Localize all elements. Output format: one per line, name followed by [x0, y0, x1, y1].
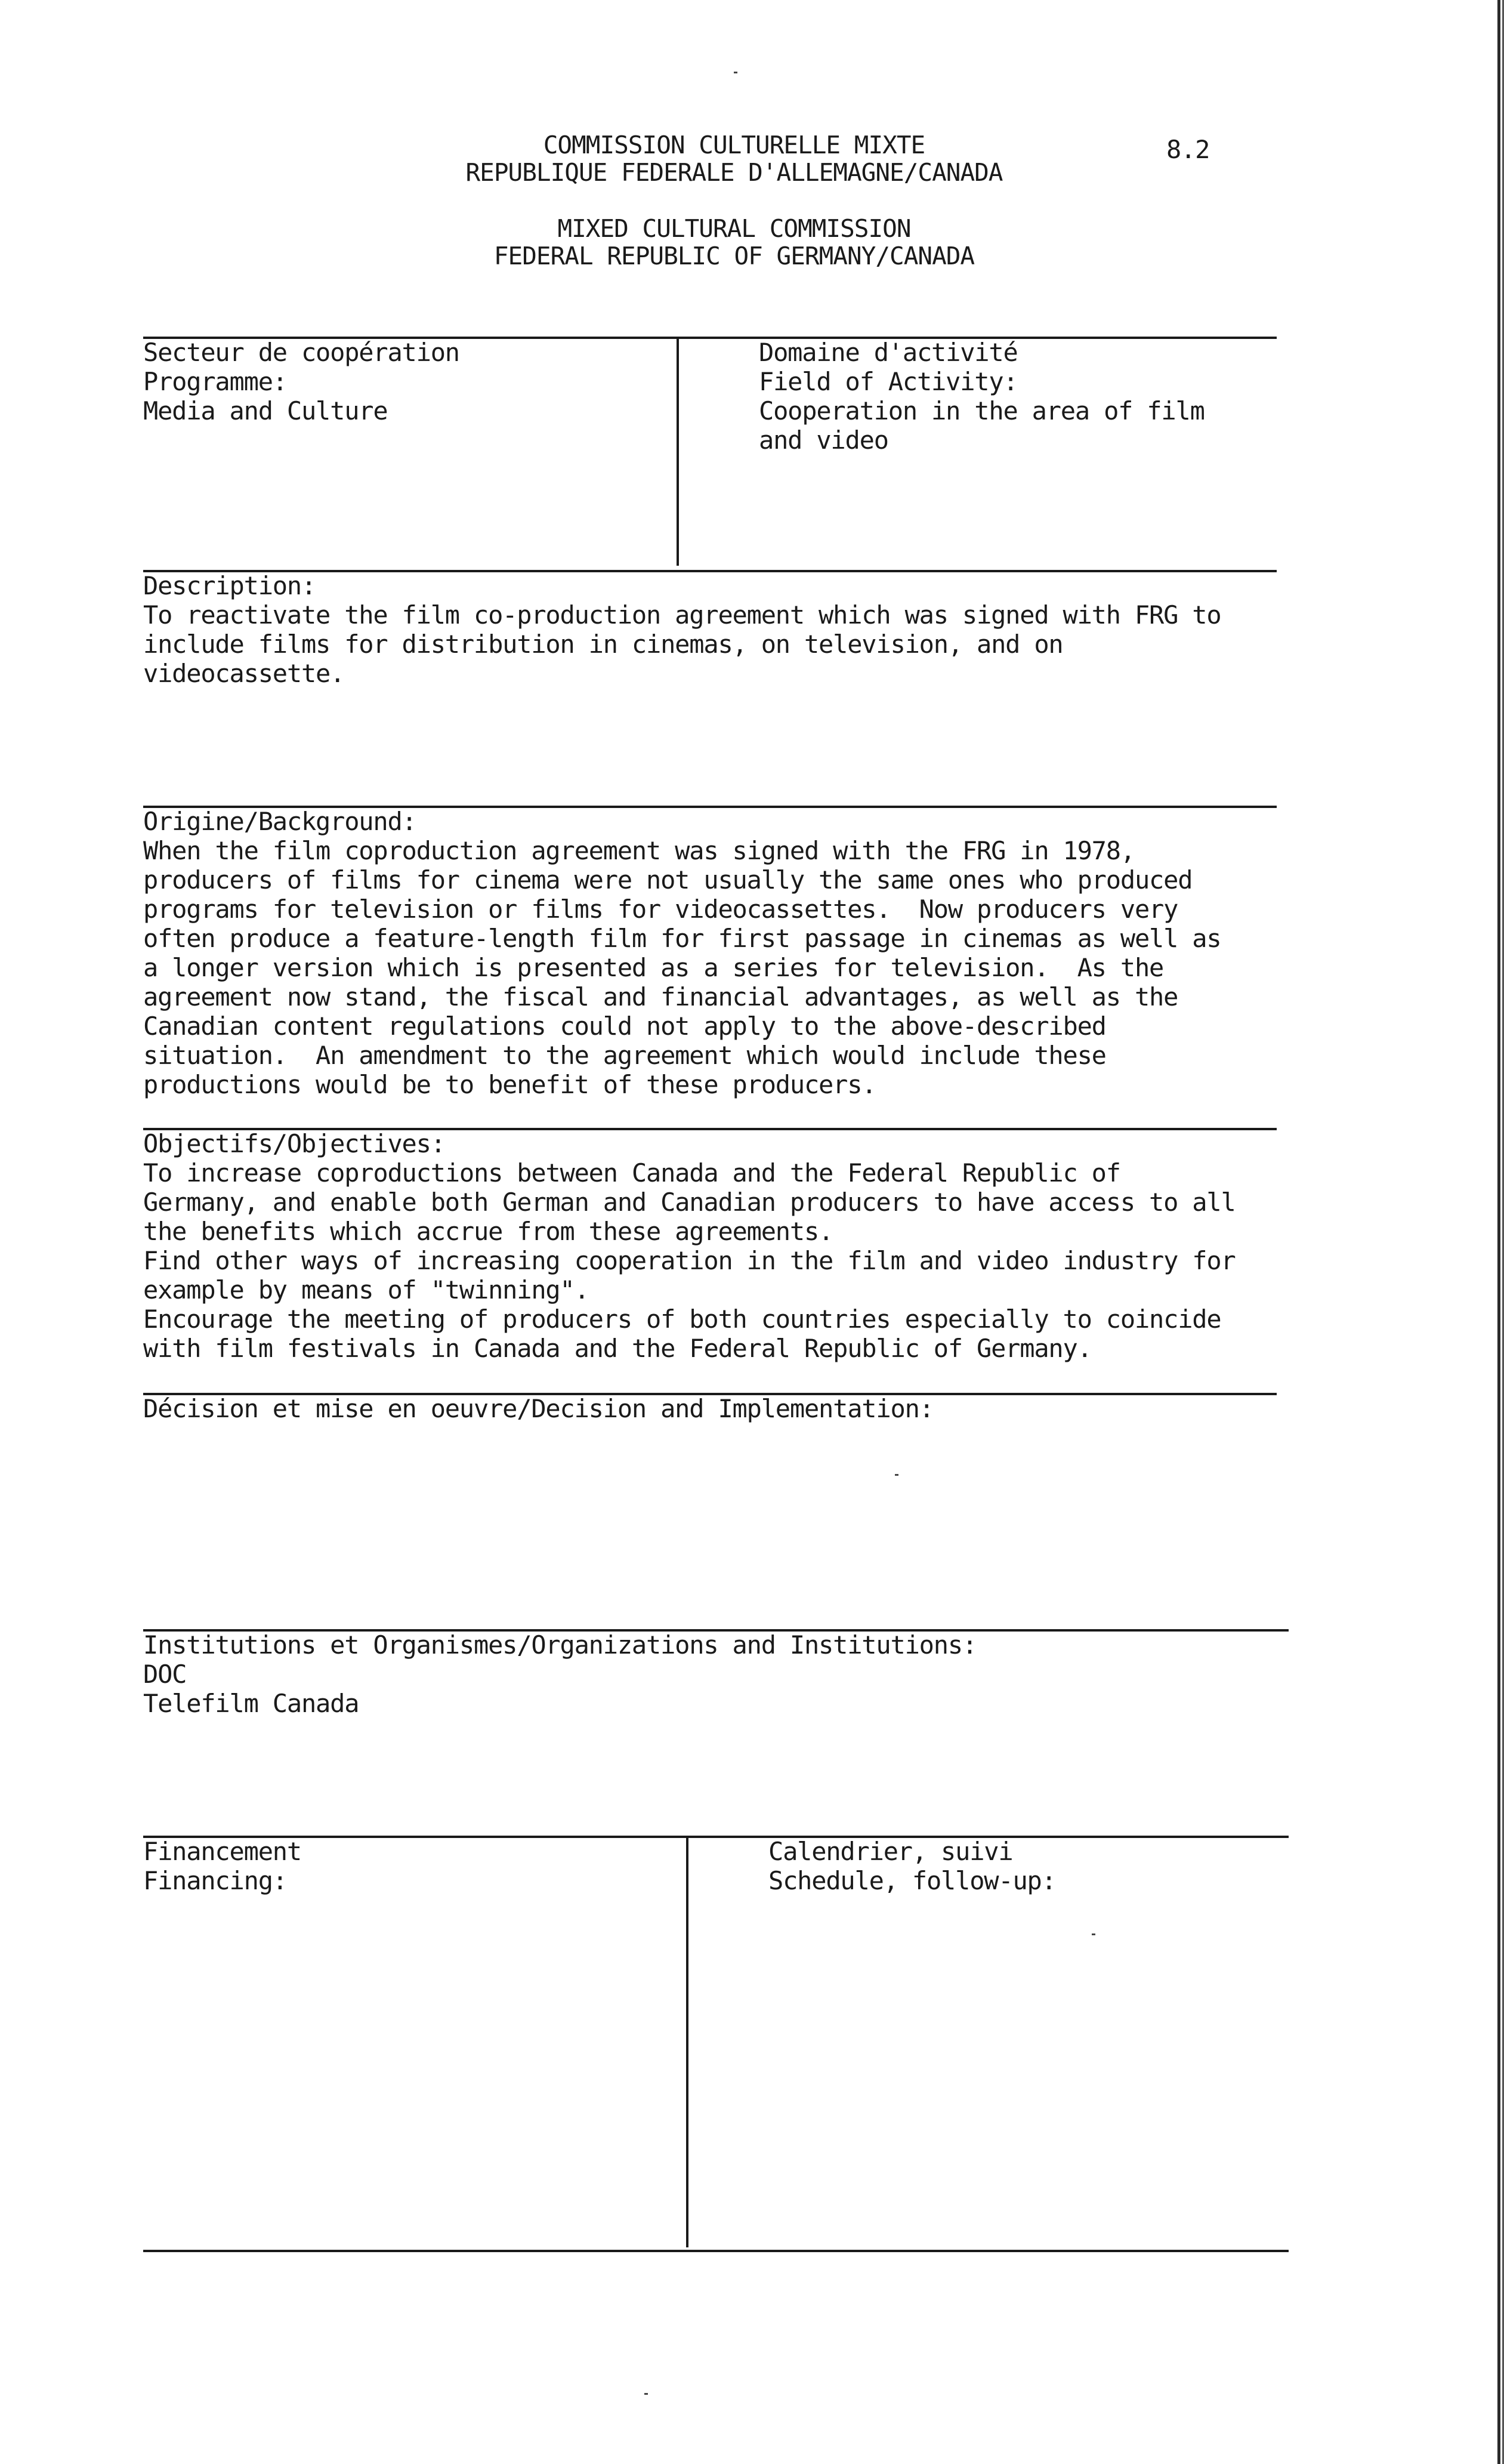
- sector-block: [143, 338, 459, 425]
- scan-speck: [895, 1474, 898, 1476]
- description-line: videocassette.: [143, 659, 345, 688]
- institution-item: DOC: [143, 1660, 187, 1689]
- description-label: Description:: [143, 571, 316, 600]
- domain-label-en: Field of Activity:: [759, 367, 1018, 396]
- header-english: [0, 215, 1504, 270]
- schedule-label-en: Schedule, follow-up:: [768, 1866, 1056, 1895]
- description-line: include films for distribution in cinemas, on television, and on: [143, 630, 1063, 659]
- description-block: [143, 571, 1221, 688]
- background-line: agreement now stand, the fiscal and financial advantages, as well as the: [143, 982, 1178, 1011]
- header-french: [0, 131, 1504, 186]
- description-line: To reactivate the film co-production agreement which was signed with FRG to: [143, 600, 1221, 630]
- background-line: programs for television or films for videocassettes. Now producers very: [143, 895, 1178, 924]
- domain-value-line1: Cooperation in the area of film: [759, 396, 1205, 425]
- schedule-label-fr: Calendrier, suivi: [768, 1837, 1013, 1866]
- background-line: Canadian content regulations could not apply to the above-described: [143, 1011, 1106, 1041]
- background-line: When the film coproduction agreement was signed with the FRG in 1978,: [143, 836, 1135, 865]
- header-en-line1: MIXED CULTURAL COMMISSION: [557, 214, 911, 243]
- domain-block: [759, 338, 1205, 455]
- background-line: often produce a feature-length film for first passage in cinemas as well as: [143, 924, 1221, 953]
- objectives-label: Objectifs/Objectives:: [143, 1129, 445, 1158]
- objectives-line: Find other ways of increasing cooperation in the film and video industry for: [143, 1246, 1236, 1275]
- objectives-line: Germany, and enable both German and Canadian producers to have access to all: [143, 1188, 1236, 1217]
- domain-value-line2: and video: [759, 425, 888, 455]
- financing-label-en: Financing:: [143, 1866, 287, 1895]
- background-line: producers of films for cinema were not usually the same ones who produced: [143, 865, 1193, 895]
- schedule-block: [768, 1837, 1056, 1895]
- header-en-line2: FEDERAL REPUBLIC OF GERMANY/CANADA: [493, 242, 975, 270]
- domain-label-fr: Domaine d'activité: [759, 338, 1018, 367]
- scan-speck: [734, 72, 737, 73]
- header-fr-line1: COMMISSION CULTURELLE MIXTE: [543, 131, 925, 159]
- document-number: 8.2: [1166, 135, 1210, 164]
- background-line: situation. An amendment to the agreement which would include these: [143, 1041, 1106, 1070]
- objectives-line: with film festivals in Canada and the Federal Republic of Germany.: [143, 1334, 1092, 1363]
- financing-rule: [143, 1836, 1289, 1838]
- background-label: Origine/Background:: [143, 807, 416, 836]
- header-fr-line2: REPUBLIQUE FEDERALE D'ALLEMAGNE/CANADA: [465, 158, 1003, 187]
- background-line: a longer version which is presented as a series for television. As the: [143, 953, 1164, 982]
- financing-label-fr: Financement: [143, 1837, 301, 1866]
- sector-label-fr: Secteur de coopération: [143, 338, 459, 367]
- objectives-line: the benefits which accrue from these agreements.: [143, 1217, 833, 1246]
- background-block: [143, 807, 1221, 1099]
- scan-edge-line: [1497, 0, 1500, 2464]
- sector-label-en: Programme:: [143, 367, 287, 396]
- column-divider-bottom: [686, 1836, 688, 2247]
- bottom-rule: [143, 2250, 1289, 2252]
- background-line: productions would be to benefit of these producers.: [143, 1070, 876, 1099]
- objectives-block: [143, 1129, 1236, 1363]
- decision-block: [143, 1394, 934, 1423]
- objectives-line: Encourage the meeting of producers of both countries especially to coincide: [143, 1305, 1221, 1334]
- institutions-label: Institutions et Organismes/Organizations and Institutions:: [143, 1630, 977, 1660]
- institutions-block: [143, 1630, 977, 1718]
- objectives-line: example by means of "twinning".: [143, 1275, 589, 1305]
- financing-block: [143, 1837, 301, 1895]
- scan-speck: [644, 2393, 648, 2395]
- objectives-line: To increase coproductions between Canada and the Federal Republic of: [143, 1158, 1120, 1188]
- column-divider-top: [677, 337, 679, 566]
- scan-speck: [1092, 1933, 1095, 1935]
- institution-item: Telefilm Canada: [143, 1689, 359, 1718]
- decision-label: Décision et mise en oeuvre/Decision and Implementation:: [143, 1394, 934, 1423]
- sector-value: Media and Culture: [143, 396, 388, 425]
